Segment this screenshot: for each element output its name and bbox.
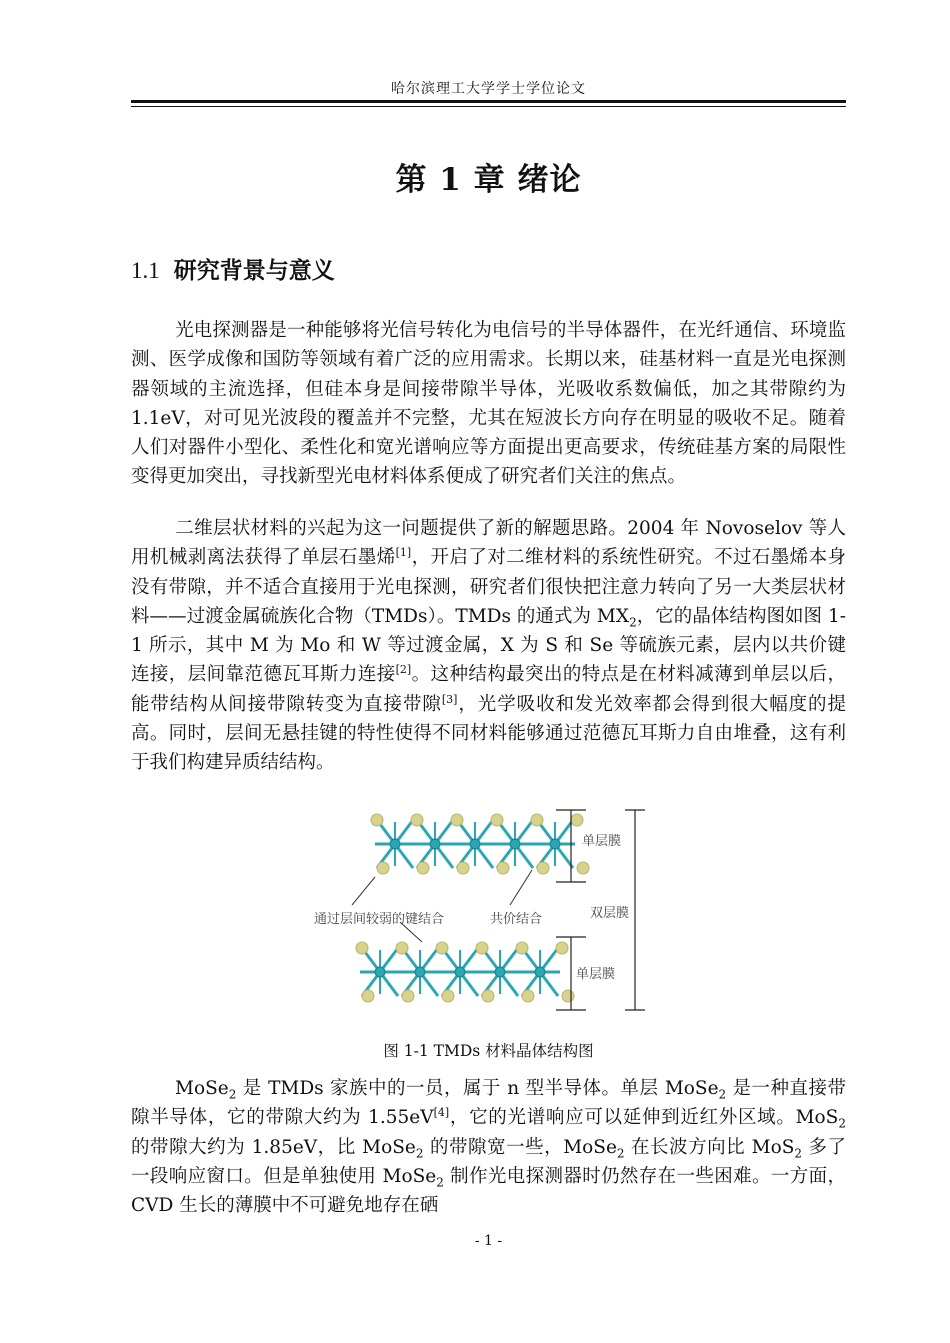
metal-atom xyxy=(430,839,440,849)
paragraph-3-text-i: 制作光电探测器时仍然存在一些困难。一方面，CVD 生长的薄膜中不可避免地存在硒 xyxy=(131,1165,846,1217)
paragraph-3 xyxy=(131,1074,846,1220)
paragraph-3-text-d: ，它的光谱响应可以延伸到近红外区域。MoS xyxy=(449,1107,839,1129)
label-weak-bond: 通过层间较弱的键结合 xyxy=(314,912,445,927)
page-number: - 1 - xyxy=(474,1233,503,1249)
subscript: 2 xyxy=(718,1087,727,1102)
monolayer-lattice-bottom xyxy=(356,942,574,1002)
chalcogen-atom xyxy=(417,862,429,874)
chalcogen-atom xyxy=(537,862,549,874)
chalcogen-atom xyxy=(556,942,568,954)
paragraph-3-text-a: MoSe xyxy=(175,1078,229,1099)
section-heading xyxy=(131,252,335,285)
chalcogen-atom xyxy=(531,814,543,826)
subscript: 2 xyxy=(794,1146,803,1161)
chapter-title: 第 1 章 绪论 xyxy=(395,162,582,198)
subscript: 2 xyxy=(838,1116,846,1131)
paragraph-3-text-c: 是一种直接带隙半导体，它的带隙大约为 1.55eV xyxy=(131,1078,846,1129)
chalcogen-atom xyxy=(356,942,368,954)
chalcogen-atom xyxy=(476,942,488,954)
paragraph-3-text-b: 是 TMDs 家族中的一员，属于 n 型半导体。单层 MoSe xyxy=(236,1078,719,1099)
section-number: 1.1 xyxy=(131,258,160,283)
chalcogen-atom xyxy=(522,990,534,1002)
subscript: 2 xyxy=(228,1087,237,1102)
paragraph-2-text-a: 二维层状材料的兴起为这一问题提供了新的解题思路。2004 年 Novoselov 等人用机械剥离法获得了单层石墨烯 xyxy=(131,518,846,569)
citation-1: [1] xyxy=(395,546,412,560)
paragraph-1 xyxy=(131,316,846,492)
chalcogen-atom xyxy=(436,942,448,954)
paragraph-2 xyxy=(131,514,846,778)
figure-caption: 图 1-1 TMDs 材料晶体结构图 xyxy=(383,1042,594,1060)
metal-atom xyxy=(495,967,505,977)
chalcogen-atom xyxy=(457,862,469,874)
subscript: 2 xyxy=(629,615,637,630)
covalent-leader xyxy=(510,870,532,905)
header-rule-thin xyxy=(131,106,846,107)
paragraph-2-text-d: 。这种结构最突出的特点是在材料减薄到单层以后，能带结构从间接带隙转变为直接带隙 xyxy=(131,664,846,715)
subscript: 2 xyxy=(415,1146,424,1161)
header-rule-thick xyxy=(131,100,846,103)
chalcogen-atom xyxy=(497,862,509,874)
paragraph-2-text-b: ，开启了对二维材料的系统性研究。不过石墨烯本身没有带隙，并不适合直接用于光电探测，研究者们很快把注意力转向了另一大类层状材料——过渡金属硫族化合物（TMDs）。TMDs 的通式为 MX xyxy=(131,547,846,627)
label-monolayer-bottom: 单层膜 xyxy=(576,967,616,982)
paragraph-3-text-g: 在长波方向比 MoS xyxy=(624,1136,795,1158)
chalcogen-atom xyxy=(362,990,374,1002)
chalcogen-atom xyxy=(516,942,528,954)
paragraph-2-text-e: ，光学吸收和发光效率都会得到很大幅度的提高。同时，层间无悬挂键的特性使得不同材料能够通过范德瓦耳斯力自由堆叠，这有利于我们构建异质结结构。 xyxy=(131,693,846,774)
subscript: 2 xyxy=(616,1146,625,1161)
paragraph-3-text-f: 的带隙宽一些，MoSe xyxy=(423,1136,617,1158)
chalcogen-atom xyxy=(442,990,454,1002)
chalcogen-atom xyxy=(396,942,408,954)
paragraph-3-text-e: 的带隙大约为 1.85eV，比 MoSe xyxy=(131,1136,416,1158)
chalcogen-atom xyxy=(562,990,574,1002)
subscript: 2 xyxy=(436,1175,444,1190)
paragraph-1-text: 光电探测器是一种能够将光信号转化为电信号的半导体器件，在光纤通信、环境监测、医学成像和国防等领域有着广泛的应用需求。长期以来，硅基材料一直是光电探测器领域的主流选择，但硅本身是间接带隙半导体，光吸收系数偏低，加之其带隙约为 1.1eV，对可见光波段的覆盖并不完整，尤其在短波长方向存在明显的吸收不足。随着人们对器件小型化、柔性化和宽光谱响应等方面提出更高要求，传统硅基方案的局限性变得更加突出，寻找新型光电材料体系便成了研究者们关注的焦点。 xyxy=(131,320,846,488)
citation-4: [4] xyxy=(433,1106,450,1120)
section-title: 研究背景与意义 xyxy=(173,257,335,284)
chalcogen-atom xyxy=(402,990,414,1002)
chalcogen-atom xyxy=(577,862,589,874)
metal-atom xyxy=(535,967,545,977)
label-bilayer: 双层膜 xyxy=(590,906,630,921)
chalcogen-atom xyxy=(377,862,389,874)
chalcogen-atom xyxy=(571,814,583,826)
chalcogen-atom xyxy=(451,814,463,826)
metal-atom xyxy=(415,967,425,977)
label-covalent: 共价结合 xyxy=(490,912,543,927)
metal-atom xyxy=(390,839,400,849)
crystal-structure-diagram xyxy=(300,802,660,1017)
paragraph-3-text-h: 多了一段响应窗口。但是单独使用 MoSe xyxy=(131,1136,846,1187)
weak-bond-leader-top xyxy=(352,877,375,905)
chalcogen-atom xyxy=(482,990,494,1002)
metal-atom xyxy=(470,839,480,849)
paragraph-2-text-c: ，它的晶体结构图如图 1-1 所示，其中 M 为 Mo 和 W 等过渡金属，X 为 S 和 Se 等硫族元素，层内以共价键连接，层间靠范德瓦耳斯力连接 xyxy=(131,605,847,686)
chalcogen-atom xyxy=(411,814,423,826)
metal-atom xyxy=(455,967,465,977)
metal-atom xyxy=(375,967,385,977)
crystal-structure-figure xyxy=(300,802,660,1017)
label-monolayer-top: 单层膜 xyxy=(582,834,622,849)
metal-atom xyxy=(550,839,560,849)
chalcogen-atom xyxy=(371,814,383,826)
chalcogen-atom xyxy=(491,814,503,826)
citation-2: [2] xyxy=(395,663,412,677)
citation-3: [3] xyxy=(441,692,458,706)
running-header: 哈尔滨理工大学学士学位论文 xyxy=(391,81,586,97)
monolayer-lattice-top xyxy=(371,814,589,874)
metal-atom xyxy=(510,839,520,849)
